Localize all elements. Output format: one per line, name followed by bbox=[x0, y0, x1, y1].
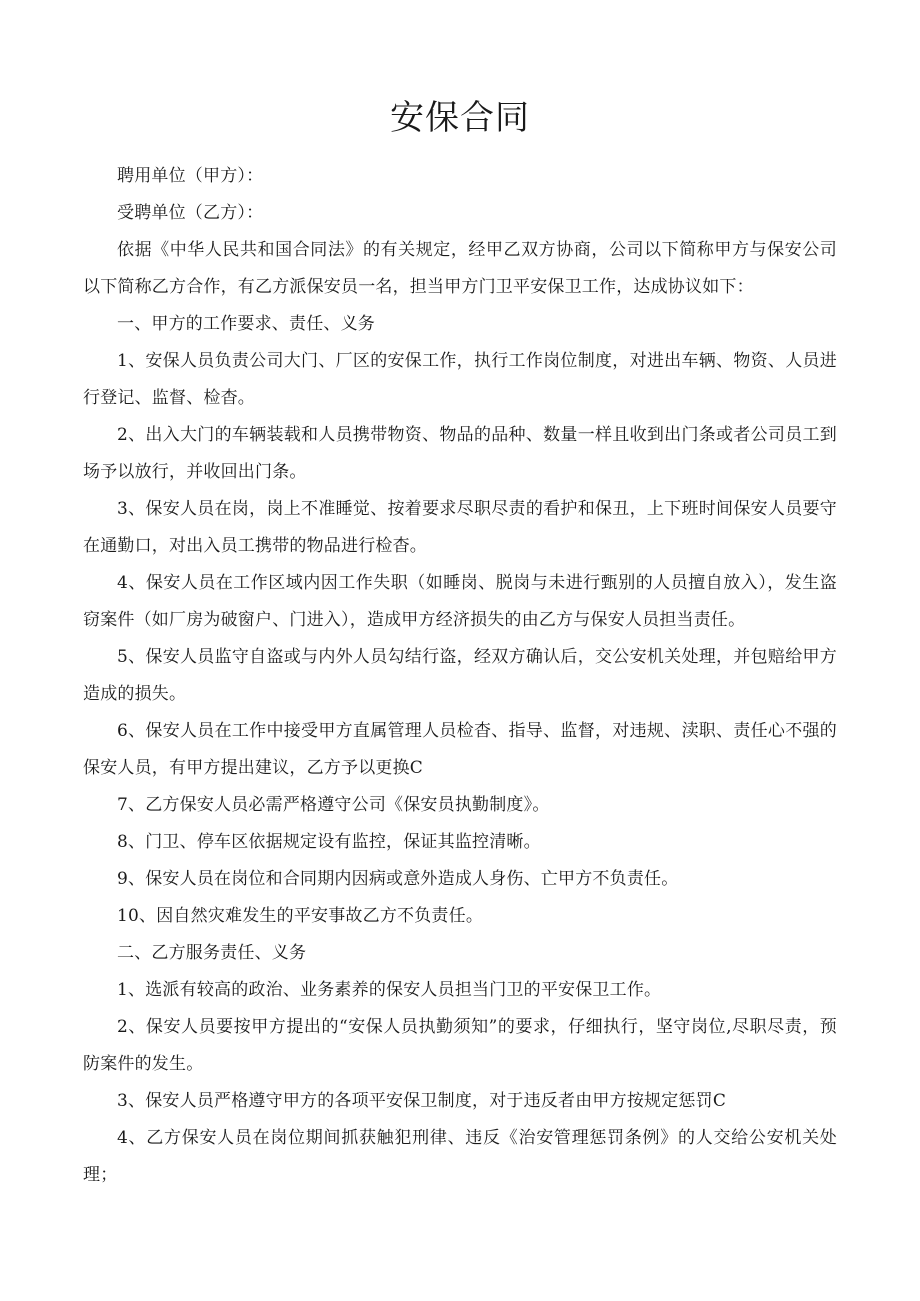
clause-paragraph: 3、保安人员在岗，岗上不准睡觉、按着要求尽职尽责的看护和保丑，上下班时间保安人员要守在通勤口，对出入员工携带的物品进行检杳。 bbox=[83, 499, 837, 556]
clause-paragraph: 2、出入大门的车辆装载和人员携带物资、物品的品种、数量一样且收到出门条或者公司员工到场予以放行，并收回出门条。 bbox=[83, 425, 837, 482]
party-b-line: 受聘单位（乙方）： bbox=[117, 203, 264, 223]
section-heading-party-a: 一、甲方的工作要求、责任、义务 bbox=[117, 314, 375, 334]
clause-paragraph: 1、安保人员负责公司大门、厂区的安保工作，执行工作岗位制度，对进出车辆、物资、人员进行登记、监督、检杳。 bbox=[83, 351, 837, 408]
document-title: 安保合同 bbox=[390, 98, 530, 138]
clause-paragraph: 6、保安人员在工作中接受甲方直属管理人员检杳、指导、监督，对违规、渎职、责任心不强的保安人员，有甲方提出建议，乙方予以更换C bbox=[83, 721, 837, 778]
clause-paragraph: 8、门卫、停车区依据规定设有监控，保证其监控清晰。 bbox=[117, 832, 541, 852]
clause-paragraph: 10、因自然灾难发生的平安事故乙方不负责任。 bbox=[117, 906, 484, 926]
clause-paragraph: 7、乙方保安人员必需严格遵守公司《保安员执勤制度》。 bbox=[117, 795, 550, 815]
clause-paragraph: 2、保安人员要按甲方提出的“安保人员执勤须知”的要求，仔细执行，坚守岗位,尽职尽责，预防案件的发生。 bbox=[83, 1017, 837, 1074]
section-heading-party-b: 二、乙方服务责任、义务 bbox=[117, 943, 307, 963]
document-body bbox=[83, 158, 837, 1194]
party-a-line: 聘用单位（甲方）： bbox=[117, 166, 264, 186]
clause-paragraph: 3、保安人员严格遵守甲方的各项平安保卫制度，对于违反者由甲方按规定惩罚C bbox=[117, 1091, 727, 1111]
clause-paragraph: 9、保安人员在岗位和合同期内因病或意外造成人身伤、亡甲方不负责任。 bbox=[117, 869, 679, 889]
preamble-paragraph: 依据《中华人民共和国合同法》的有关规定，经甲乙双方协商，公司以下简称甲方与保安公司以下简称乙方合作，有乙方派保安员一名，担当甲方门卫平安保卫工作，达成协议如下： bbox=[83, 240, 837, 297]
clause-paragraph: 5、保安人员监守自盗或与内外人员勾结行盗，经双方确认后，交公安机关处理，并包赔给甲方造成的损失。 bbox=[83, 647, 837, 704]
clause-paragraph: 1、选派有较高的政治、业务素养的保安人员担当门卫的平安保卫工作。 bbox=[117, 980, 662, 1000]
clause-paragraph: 4、乙方保安人员在岗位期间抓获触犯刑律、违反《治安管理惩罚条例》的人交给公安机关处理； bbox=[83, 1128, 837, 1185]
clause-paragraph: 4、保安人员在工作区域内因工作失职（如睡岗、脱岗与未进行甄别的人员擅自放入），发生盗窃案件（如厂房为破窗户、门进入），造成甲方经济损失的由乙方与保安人员担当责任。 bbox=[83, 573, 837, 630]
